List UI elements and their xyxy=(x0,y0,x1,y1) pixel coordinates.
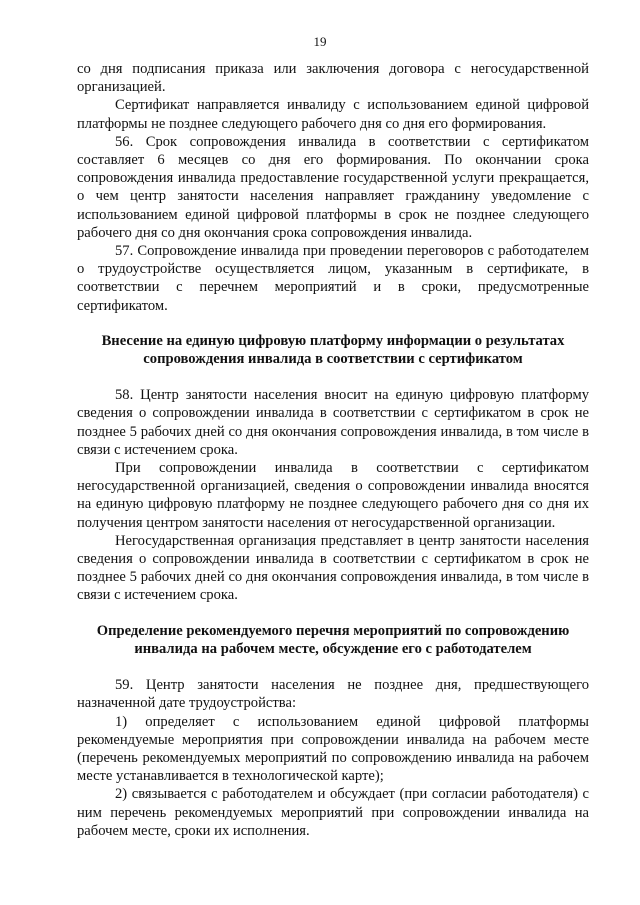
paragraph-58-ngo: При сопровождении инвалида в соответствии с сертификатом негосударственной организацией, сведения о сопровождении инвалида вносятся на единую цифровую платформу не позднее следующего рабочего дня со дня их получения центром занятости населения от негосударственной организации. xyxy=(77,460,589,531)
paragraph-58: 58. Центр занятости населения вносит на единую цифровую платформу сведения о сопровождении инвалида в соответствии с сертификатом в срок не позднее 5 рабочих дней со дня окончания сопровождения инвалида, в том числе в связи с истечением срока. xyxy=(77,387,589,458)
spacer xyxy=(77,315,589,332)
spacer xyxy=(77,368,589,386)
document-body xyxy=(77,60,589,840)
spacer xyxy=(77,658,589,676)
paragraph-59: 59. Центр занятости населения не позднее дня, предшествующего назначенной дате трудоустройства: xyxy=(77,677,589,712)
paragraph-59-item-2: 2) связывается с работодателем и обсуждает (при согласии работодателя) с ним перечень рекомендуемых мероприятий при сопровождении инвалида на рабочем месте, сроки их исполнения. xyxy=(77,786,589,839)
section-heading-results: Внесение на единую цифровую платформу информации о результатах сопровождения инвалида в соответствии с сертификатом xyxy=(101,332,565,368)
paragraph-58-ngo-submission: Негосударственная организация представляет в центр занятости населения сведения о сопровождении инвалида в соответствии с сертификатом в срок не позднее 5 рабочих дней со дня окончания сопровождения инвалида, в том числе в связи с истечением срока. xyxy=(77,532,589,604)
paragraph-57: 57. Сопровождение инвалида при проведении переговоров с работодателем о трудоустройстве осуществляется лицом, указанным в сертификате, в соответствии с перечнем мероприятий и в сроки, предусмотренные сертификатом. xyxy=(77,243,589,314)
page-number: 19 xyxy=(313,34,327,49)
paragraph-certificate-sending: Сертификат направляется инвалиду с использованием единой цифровой платформы не позднее следующего рабочего дня со дня его формирования. xyxy=(77,97,589,132)
spacer xyxy=(77,605,589,622)
section-heading-measures: Определение рекомендуемого перечня мероприятий по сопровождению инвалида на рабочем месте, обсуждение его с работодателем xyxy=(96,622,570,657)
paragraph-continuation: со дня подписания приказа или заключения договора с негосударственной организацией. xyxy=(77,61,589,96)
paragraph-56: 56. Срок сопровождения инвалида в соответствии с сертификатом составляет 6 месяцев со дня его формирования. По окончании срока сопровождения инвалида предоставление государственной услуги прекращается, о чем центр занятости населения направляет гражданину уведомление с использованием единой цифровой платформы в срок не позднее следующего рабочего дня со дня окончания срока сопровождения инвалида. xyxy=(77,133,589,241)
paragraph-59-item-1: 1) определяет с использованием единой цифровой платформы рекомендуемые мероприятия при сопровождении инвалида на рабочем месте (перечень рекомендуемых мероприятий по сопровождению инвалида на рабочем месте устанавливается в технологической карте); xyxy=(77,713,589,785)
